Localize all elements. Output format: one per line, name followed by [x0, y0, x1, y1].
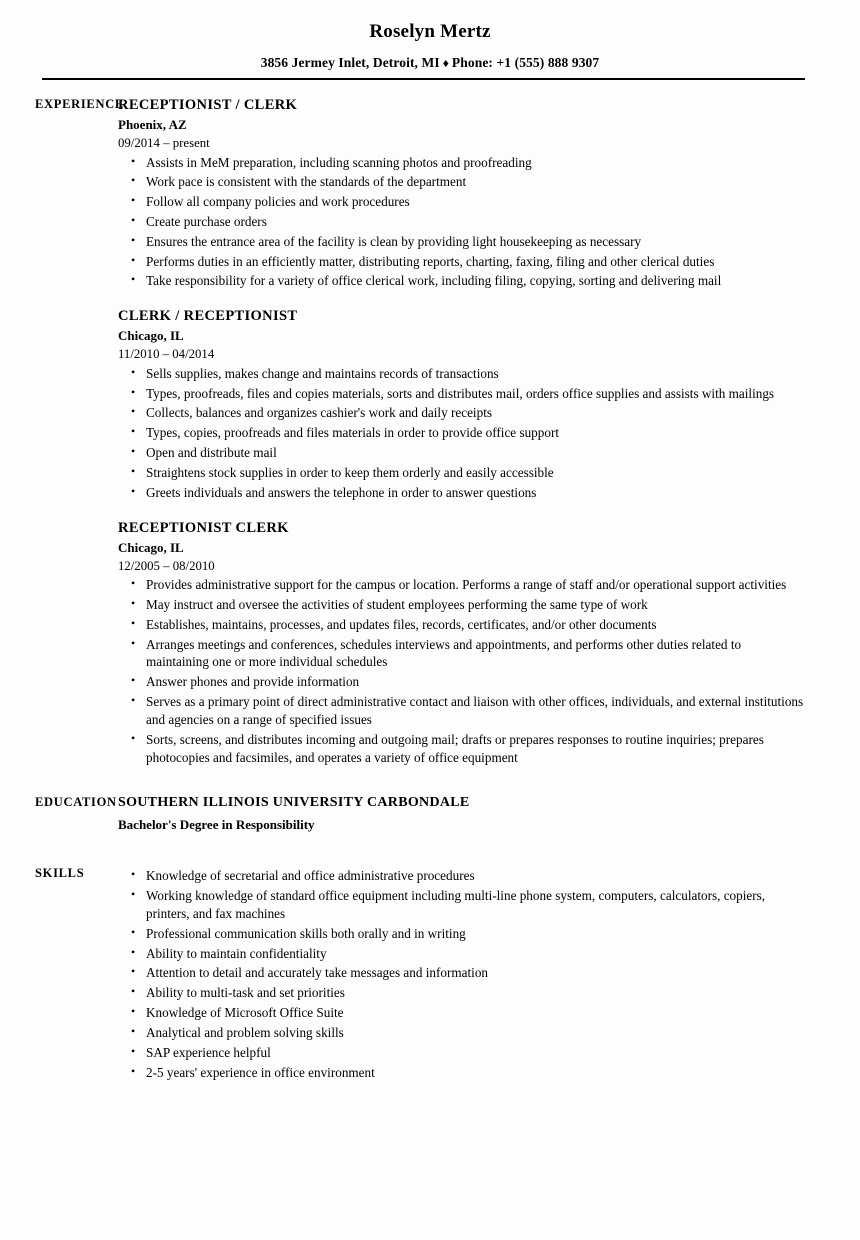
job-entry	[118, 307, 805, 501]
education-entry	[118, 794, 805, 833]
job-bullet: • Assists in MeM preparation, including scanning photos and proofreading	[118, 154, 805, 172]
job-bullet: • Serves as a primary point of direct administrative contact and liaison with other offices, individuals, and external institutions and agencies on a range of specified issues	[118, 693, 805, 729]
job-location: Chicago, IL	[118, 539, 184, 555]
contact-line	[0, 55, 860, 71]
section-label-education: EDUCATION	[35, 795, 117, 810]
education-school: SOUTHERN ILLINOIS UNIVERSITY CARBONDALE	[118, 795, 470, 811]
section-experience	[0, 96, 860, 766]
skills-bullet-list	[118, 867, 805, 1081]
section-label-experience: EXPERIENCE	[35, 96, 124, 111]
job-entry	[118, 519, 805, 767]
job-bullet: • Ensures the entrance area of the facility is clean by providing light housekeeping as necessary	[118, 233, 805, 251]
skill-bullet: • Working knowledge of standard office equipment including multi-line phone system, computers, calculators, copiers, printers, and fax machines	[118, 887, 805, 923]
job-bullet: • Open and distribute mail	[118, 444, 805, 462]
experience-body	[118, 96, 860, 766]
job-title: RECEPTIONIST CLERK	[118, 519, 289, 536]
job-bullet: • Work pace is consistent with the standards of the department	[118, 173, 805, 191]
job-bullet: • Sells supplies, makes change and maintains records of transactions	[118, 365, 805, 383]
job-location: Phoenix, AZ	[118, 117, 187, 133]
job-bullet: • Establishes, maintains, processes, and updates files, records, certificates, and/or other documents	[118, 616, 805, 634]
job-bullet: • Greets individuals and answers the telephone in order to answer questions	[118, 484, 805, 502]
job-bullet: • Types, copies, proofreads and files materials in order to provide office support	[118, 424, 805, 442]
job-entry	[118, 96, 805, 290]
skill-bullet: • Attention to detail and accurately take messages and information	[118, 964, 805, 982]
skill-bullet: • Professional communication skills both orally and in writing	[118, 925, 805, 943]
job-bullet: • May instruct and oversee the activities of student employees performing the same type of work	[118, 596, 805, 614]
resume-header	[0, 0, 860, 80]
job-bullet: • Types, proofreads, files and copies materials, sorts and distributes mail, orders office supplies and assists with mailings	[118, 385, 805, 403]
job-dates: 09/2014 – present	[118, 135, 210, 150]
section-education	[0, 794, 860, 833]
job-bullet-list	[118, 365, 805, 502]
skill-bullet: • Ability to multi-task and set priorities	[118, 984, 805, 1002]
job-bullet-list	[118, 576, 805, 766]
skills-body	[118, 865, 860, 1081]
skill-bullet: • Ability to maintain confidentiality	[118, 945, 805, 963]
skill-bullet: • Knowledge of Microsoft Office Suite	[118, 1004, 805, 1022]
job-bullet: • Take responsibility for a variety of office clerical work, including filing, copying, sorting and delivering mail	[118, 272, 805, 290]
diamond-separator-icon: ♦	[442, 55, 449, 70]
skill-bullet: • 2-5 years' experience in office environment	[118, 1064, 805, 1082]
job-title: RECEPTIONIST / CLERK	[118, 96, 298, 113]
job-bullet: • Straightens stock supplies in order to keep them orderly and easily accessible	[118, 464, 805, 482]
candidate-address: 3856 Jermey Inlet, Detroit, MI	[260, 54, 440, 70]
education-body	[118, 794, 860, 833]
job-bullet: • Follow all company policies and work procedures	[118, 193, 805, 211]
job-bullet: • Arranges meetings and conferences, schedules interviews and appointments, and performs other duties related to maintaining one or more individual schedules	[118, 636, 805, 672]
skill-bullet: • Knowledge of secretarial and office administrative procedures	[118, 867, 805, 885]
job-bullet: • Provides administrative support for the campus or location. Performs a range of staff and/or operational support activities	[118, 576, 805, 594]
skill-bullet: • SAP experience helpful	[118, 1044, 805, 1062]
job-bullet: • Answer phones and provide information	[118, 673, 805, 691]
job-location: Chicago, IL	[118, 328, 184, 344]
job-dates: 12/2005 – 08/2010	[118, 558, 215, 573]
job-bullet-list	[118, 154, 805, 291]
education-degree: Bachelor's Degree in Responsibility	[118, 816, 315, 832]
job-title: CLERK / RECEPTIONIST	[118, 308, 298, 325]
candidate-name: Roselyn Mertz	[369, 21, 491, 42]
section-label-skills: SKILLS	[35, 866, 85, 881]
job-bullet: • Sorts, screens, and distributes incoming and outgoing mail; drafts or prepares responses to routine inquiries; prepares photocopies and facsimiles, and operates a variety of office equipment	[118, 731, 805, 767]
resume-content	[0, 80, 860, 1081]
section-skills	[0, 865, 860, 1081]
candidate-phone: Phone: +1 (555) 888 9307	[451, 54, 600, 70]
skill-bullet: • Analytical and problem solving skills	[118, 1024, 805, 1042]
job-bullet: • Performs duties in an efficiently matter, distributing reports, charting, faxing, filing and other clerical duties	[118, 253, 805, 271]
job-bullet: • Create purchase orders	[118, 213, 805, 231]
job-bullet: • Collects, balances and organizes cashier's work and daily receipts	[118, 404, 805, 422]
job-dates: 11/2010 – 04/2014	[118, 347, 215, 362]
